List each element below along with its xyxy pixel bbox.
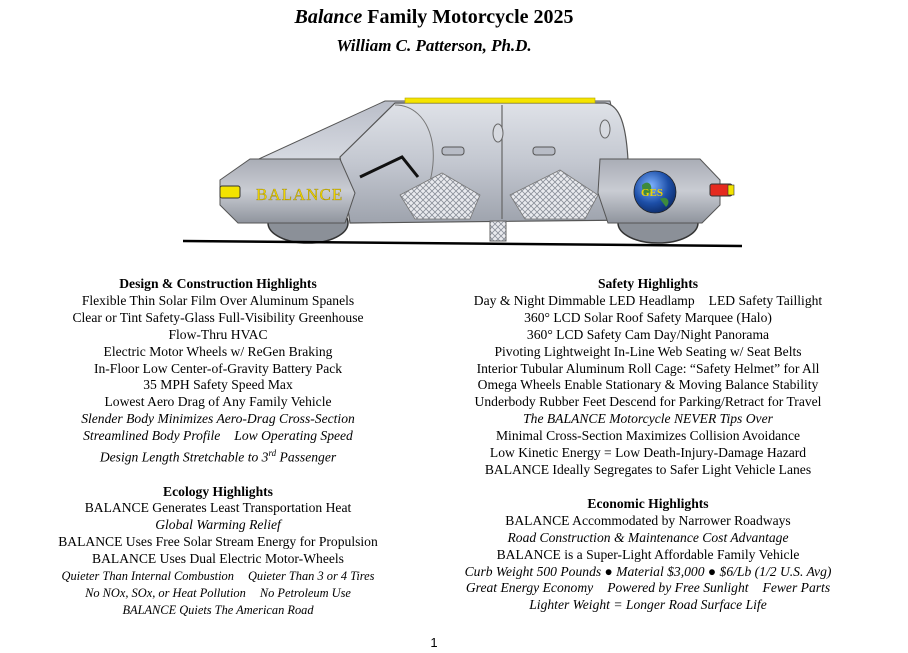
safety-heading: Safety Highlights (597, 276, 699, 291)
body-label: BALANCE (256, 185, 344, 204)
economic-italic-line: Curb Weight 500 Pounds ● Material $3,000 ● $6/Lb (1/2 U.S. Avg) (464, 563, 832, 579)
design-line: Electric Motor Wheels w/ ReGen Braking (103, 343, 333, 359)
badge-label: GES (641, 187, 664, 199)
design-line: Flow-Thru HVAC (168, 326, 268, 342)
design-line: Lowest Aero Drag of Any Family Vehicle (104, 394, 332, 410)
safety-italic-line: The BALANCE Motorcycle NEVER Tips Over (523, 411, 773, 427)
economic-line: BALANCE Accommodated by Narrower Roadways (505, 512, 791, 528)
brand-name: Balance (294, 6, 363, 28)
economic-line: BALANCE is a Super-Light Affordable Family Vehicle (496, 546, 800, 562)
ecology-small-line: No NOx, SOx, or Heat Pollution No Petroleum Use (85, 585, 351, 600)
document-title (0, 6, 868, 29)
design-italic-line: Streamlined Body Profile Low Operating Speed (83, 428, 353, 444)
solar-marquee-strip (405, 98, 595, 103)
design-heading: Design & Construction Highlights (119, 276, 317, 291)
ecology-small-line: Quieter Than Internal Combustion Quieter Than 3 or 4 Tires (61, 569, 375, 584)
ecology-small-line: BALANCE Quiets The American Road (122, 602, 314, 617)
economic-italic-line: Road Construction & Maintenance Cost Advantage (507, 529, 789, 545)
headlamp (220, 186, 240, 198)
ecology-line: BALANCE Generates Least Transportation Heat (84, 500, 352, 516)
safety-line: Minimal Cross-Section Maximizes Collision Avoidance (495, 428, 801, 444)
door-handle (533, 147, 555, 155)
safety-line: BALANCE Ideally Segregates to Safer Light Vehicle Lanes (484, 461, 812, 477)
page-number: 1 (430, 635, 438, 650)
safety-line: 360° LCD Safety Cam Day/Night Panorama (526, 326, 770, 342)
parking-foot (490, 221, 506, 241)
design-line: In-Floor Low Center-of-Gravity Battery Pack (93, 360, 343, 376)
author-line: William C. Patterson, Ph.D. (336, 36, 532, 55)
design-line: 35 MPH Safety Speed Max (143, 377, 293, 393)
safety-line: 360° LCD Solar Roof Safety Marquee (Halo) (524, 309, 772, 325)
motorcycle-illustration (180, 95, 745, 255)
ecology-line: BALANCE Uses Dual Electric Motor-Wheels (92, 551, 344, 567)
safety-line: Pivoting Lightweight In-Line Web Seating w/ Seat Belts (494, 343, 802, 359)
economic-italic-line: Great Energy Economy Powered by Free Sunlight Fewer Parts (465, 580, 831, 596)
design-line: Flexible Thin Solar Film Over Aluminum Spanels (81, 292, 355, 308)
safety-line: Low Kinetic Energy = Low Death-Injury-Damage Hazard (489, 445, 807, 461)
right-column (446, 276, 850, 614)
left-column (20, 276, 416, 619)
ecology-heading: Ecology Highlights (163, 483, 273, 499)
title-rest: Family Motorcycle 2025 (367, 6, 574, 28)
safety-line: Omega Wheels Enable Stationary & Moving Balance Stability (477, 377, 819, 393)
safety-line: Underbody Rubber Feet Descend for Parking/Retract for Travel (474, 394, 822, 410)
safety-line: Interior Tubular Aluminum Roll Cage: “Safety Helmet” for All (476, 360, 820, 376)
design-italic-line: Design Length Stretchable to 3rd Passenger (99, 448, 337, 465)
economic-italic-line: Lighter Weight = Longer Road Surface Life (529, 597, 767, 613)
ecology-italic-line: Global Warming Relief (155, 517, 281, 533)
door-handle (442, 147, 464, 155)
design-italic-line: Slender Body Minimizes Aero-Drag Cross-Section (81, 411, 355, 427)
economic-heading: Economic Highlights (587, 495, 709, 511)
safety-line: Day & Night Dimmable LED Headlamp LED Safety Taillight (473, 292, 823, 308)
ecology-line: BALANCE Uses Free Solar Stream Energy for Propulsion (58, 534, 378, 550)
design-line: Clear or Tint Safety-Glass Full-Visibility Greenhouse (72, 309, 364, 325)
